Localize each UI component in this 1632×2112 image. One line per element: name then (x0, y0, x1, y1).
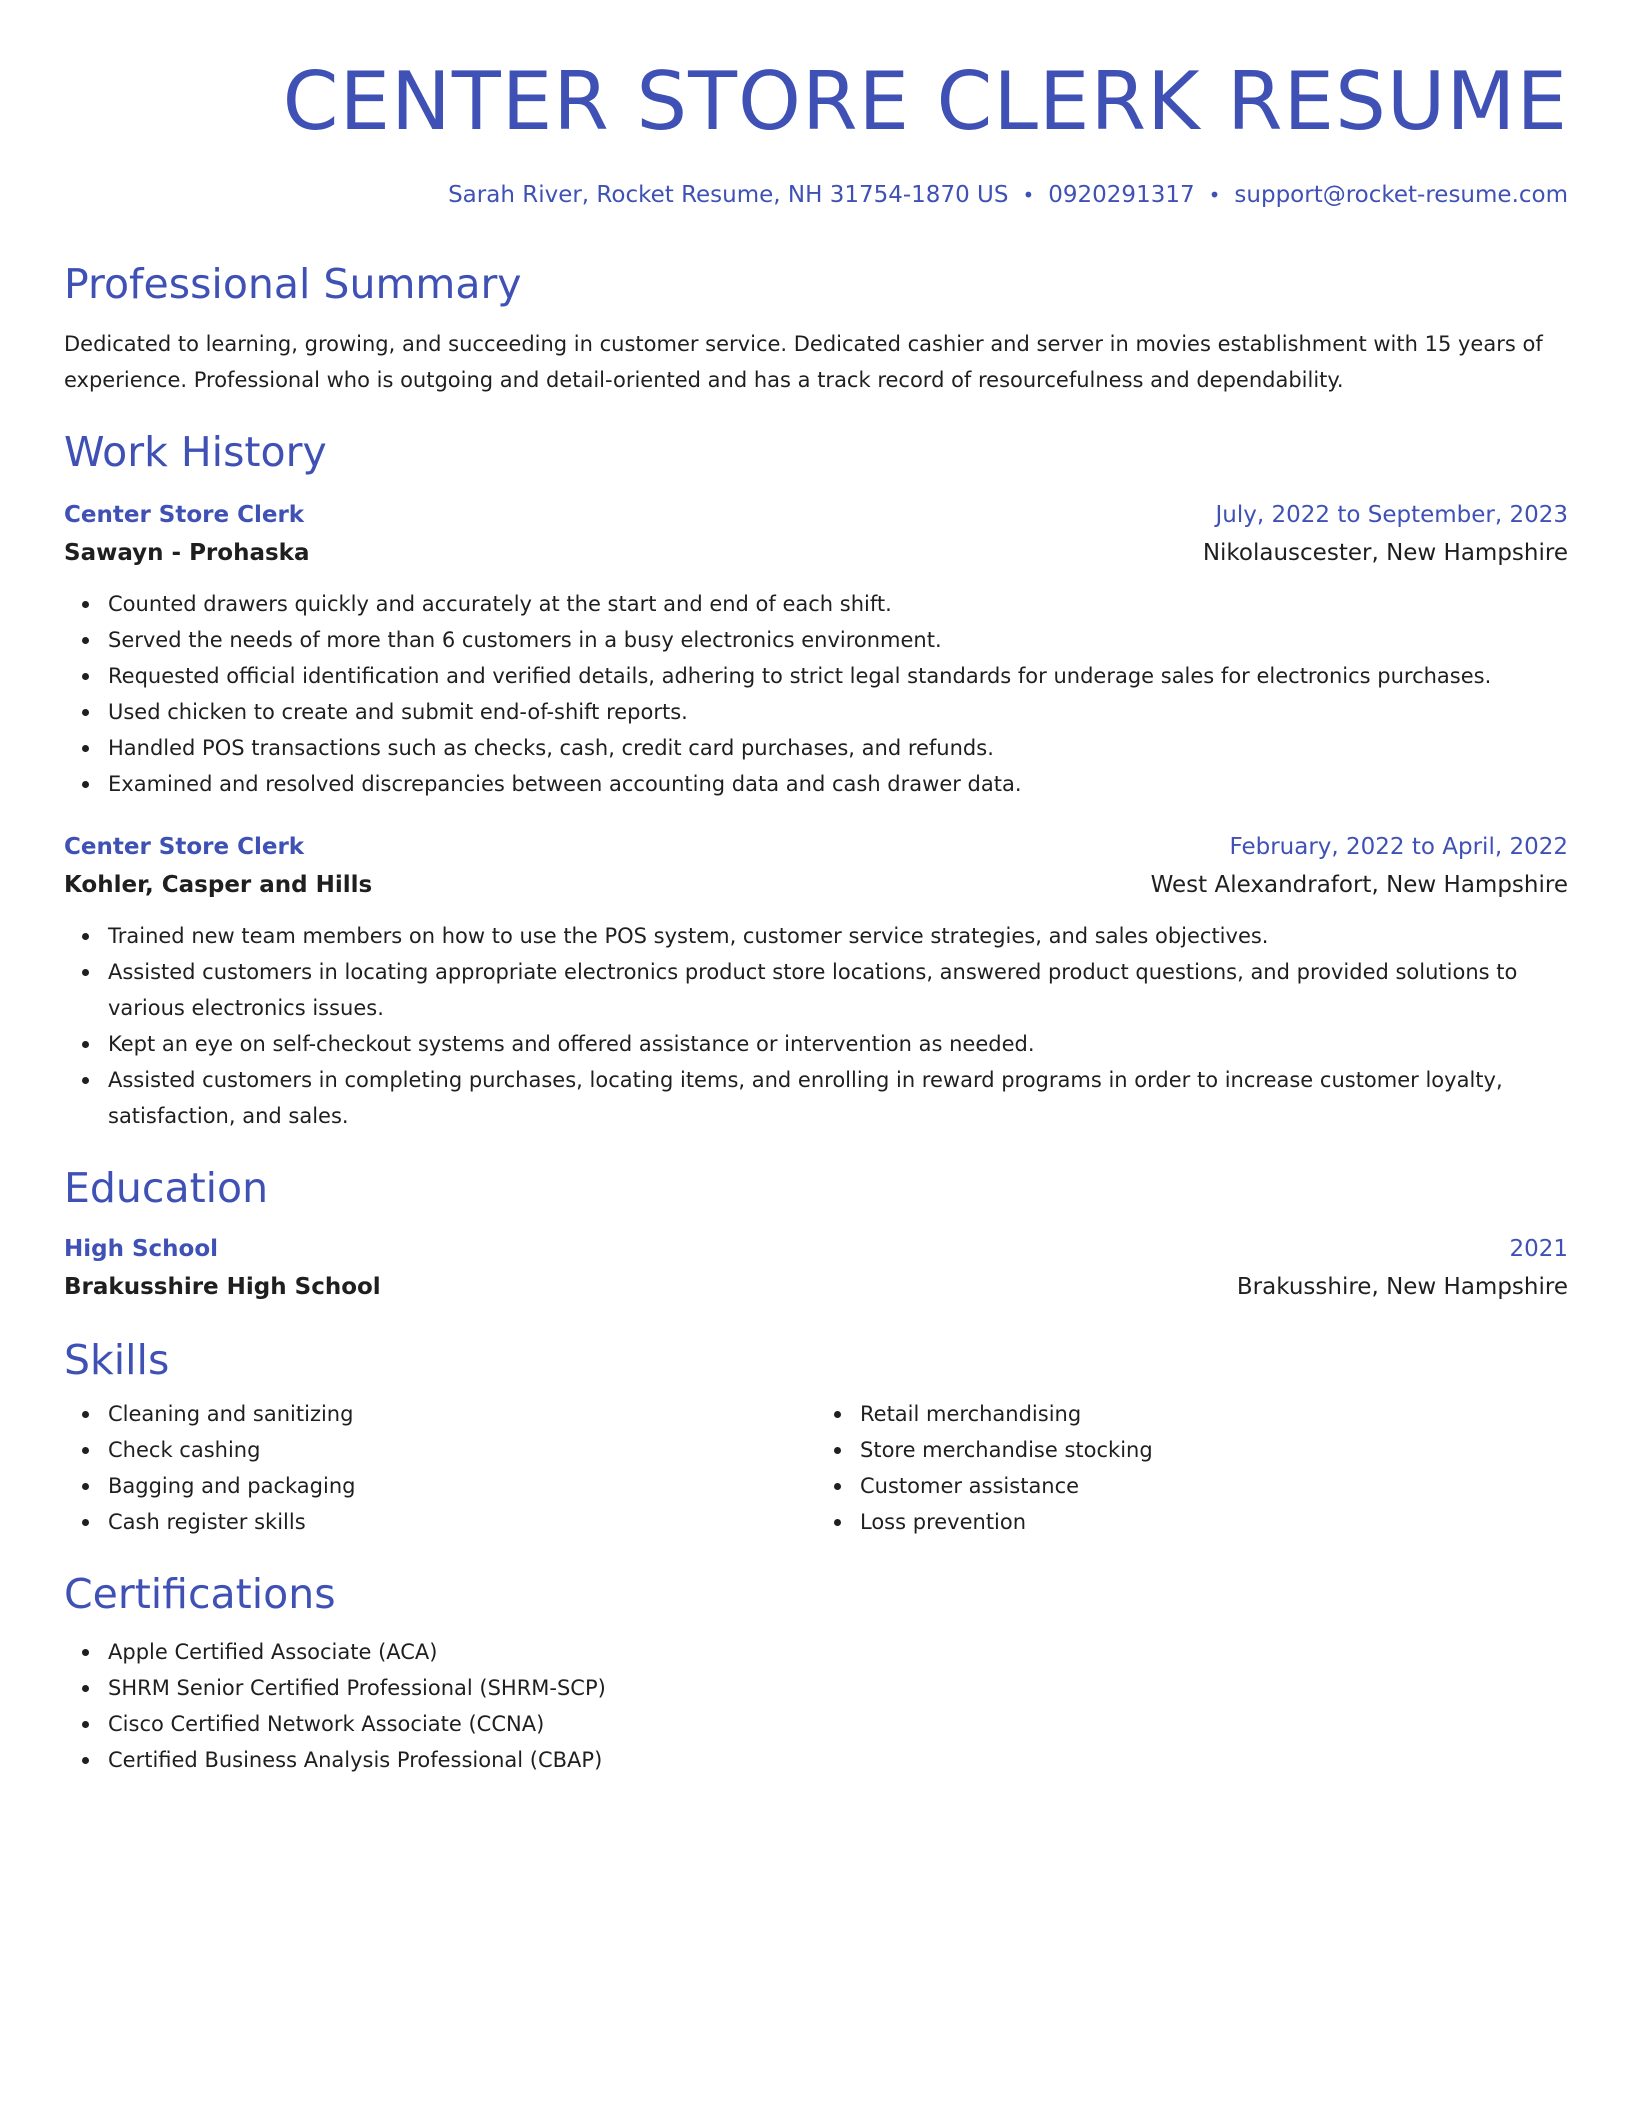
summary-text: Dedicated to learning, growing, and succeeding in customer service. Dedicated cashier and server in movies establishment with 15 years of experience. Professional who is outgoing and detail-oriented and has a track record of resourcefulness and dependability. (64, 332, 1543, 392)
education-entry (64, 1230, 1568, 1306)
certifications-heading: Certifications (64, 1570, 336, 1618)
contact-address: Sarah River, Rocket Resume, NH 31754-1870 US (448, 182, 1009, 208)
education-school: Brakusshire High School (64, 1274, 381, 1300)
contact-separator: • (1022, 183, 1035, 207)
education-degree: High School (64, 1236, 219, 1262)
job-duties-list (64, 918, 1568, 1134)
certification-item: Cisco Certified Network Associate (CCNA) (108, 1706, 1568, 1742)
skill-item: Retail merchandising (860, 1396, 1568, 1432)
job-duty: Used chicken to create and submit end-of-shift reports. (108, 694, 1568, 730)
job-role: Center Store Clerk (64, 502, 305, 528)
education-school-row (64, 1268, 1568, 1306)
certifications-list (64, 1634, 1568, 1778)
job-location: West Alexandrafort, New Hampshire (1150, 872, 1568, 898)
job-duty: Examined and resolved discrepancies between accounting data and cash drawer data. (108, 766, 1568, 802)
job-location: Nikolauscester, New Hampshire (1202, 540, 1568, 566)
job-company: Kohler, Casper and Hills (64, 872, 373, 898)
skills-heading: Skills (64, 1336, 170, 1384)
job-company-row (64, 534, 1568, 572)
job-duty: Served the needs of more than 6 customers in a busy electronics environment. (108, 622, 1568, 658)
skills-list-right (816, 1396, 1568, 1540)
skill-item: Cash register skills (108, 1504, 816, 1540)
contact-phone: 0920291317 (1048, 182, 1195, 208)
education-location: Brakusshire, New Hampshire (1236, 1274, 1568, 1300)
job-duty: Counted drawers quickly and accurately at the start and end of each shift. (108, 586, 1568, 622)
job-duty: Assisted customers in locating appropriate electronics product store locations, answered product questions, and provided solutions to various electronics issues. (108, 954, 1568, 1026)
contact-separator: • (1208, 183, 1221, 207)
skill-item: Cleaning and sanitizing (108, 1396, 816, 1432)
skill-item: Store merchandise stocking (860, 1432, 1568, 1468)
education-heading: Education (64, 1164, 269, 1212)
job-role: Center Store Clerk (64, 834, 305, 860)
job-company: Sawayn - Prohaska (64, 540, 310, 566)
job-header-row (64, 496, 1568, 534)
skills-list-left (64, 1396, 816, 1540)
job-dates: July, 2022 to September, 2023 (1215, 502, 1568, 528)
job-duty: Kept an eye on self-checkout systems and offered assistance or intervention as needed. (108, 1026, 1568, 1062)
resume-title: CENTER STORE CLERK RESUME (282, 55, 1568, 148)
job-company-row (64, 866, 1568, 904)
education-year: 2021 (1509, 1236, 1568, 1262)
skill-item: Bagging and packaging (108, 1468, 816, 1504)
job-duty: Trained new team members on how to use the POS system, customer service strategies, and sales objectives. (108, 918, 1568, 954)
job-entry (64, 828, 1568, 1134)
summary-heading: Professional Summary (64, 260, 522, 308)
skill-item: Check cashing (108, 1432, 816, 1468)
job-duty: Requested official identification and verified details, adhering to strict legal standards for underage sales for electronics purchases. (108, 658, 1568, 694)
skill-item: Loss prevention (860, 1504, 1568, 1540)
job-duty: Handled POS transactions such as checks, cash, credit card purchases, and refunds. (108, 730, 1568, 766)
certification-item: Certified Business Analysis Professional (CBAP) (108, 1742, 1568, 1778)
contact-line (64, 180, 1568, 210)
job-dates: February, 2022 to April, 2022 (1229, 834, 1568, 860)
certification-item: Apple Certified Associate (ACA) (108, 1634, 1568, 1670)
job-entry (64, 496, 1568, 802)
education-header-row (64, 1230, 1568, 1268)
skills-grid (64, 1396, 1568, 1540)
work-history-heading: Work History (64, 428, 327, 476)
job-duty: Assisted customers in completing purchases, locating items, and enrolling in reward programs in order to increase customer loyalty, satisfaction, and sales. (108, 1062, 1568, 1134)
skill-item: Customer assistance (860, 1468, 1568, 1504)
job-duties-list (64, 586, 1568, 802)
contact-email: support@rocket-resume.com (1234, 182, 1568, 208)
job-header-row (64, 828, 1568, 866)
certification-item: SHRM Senior Certified Professional (SHRM-SCP) (108, 1670, 1568, 1706)
